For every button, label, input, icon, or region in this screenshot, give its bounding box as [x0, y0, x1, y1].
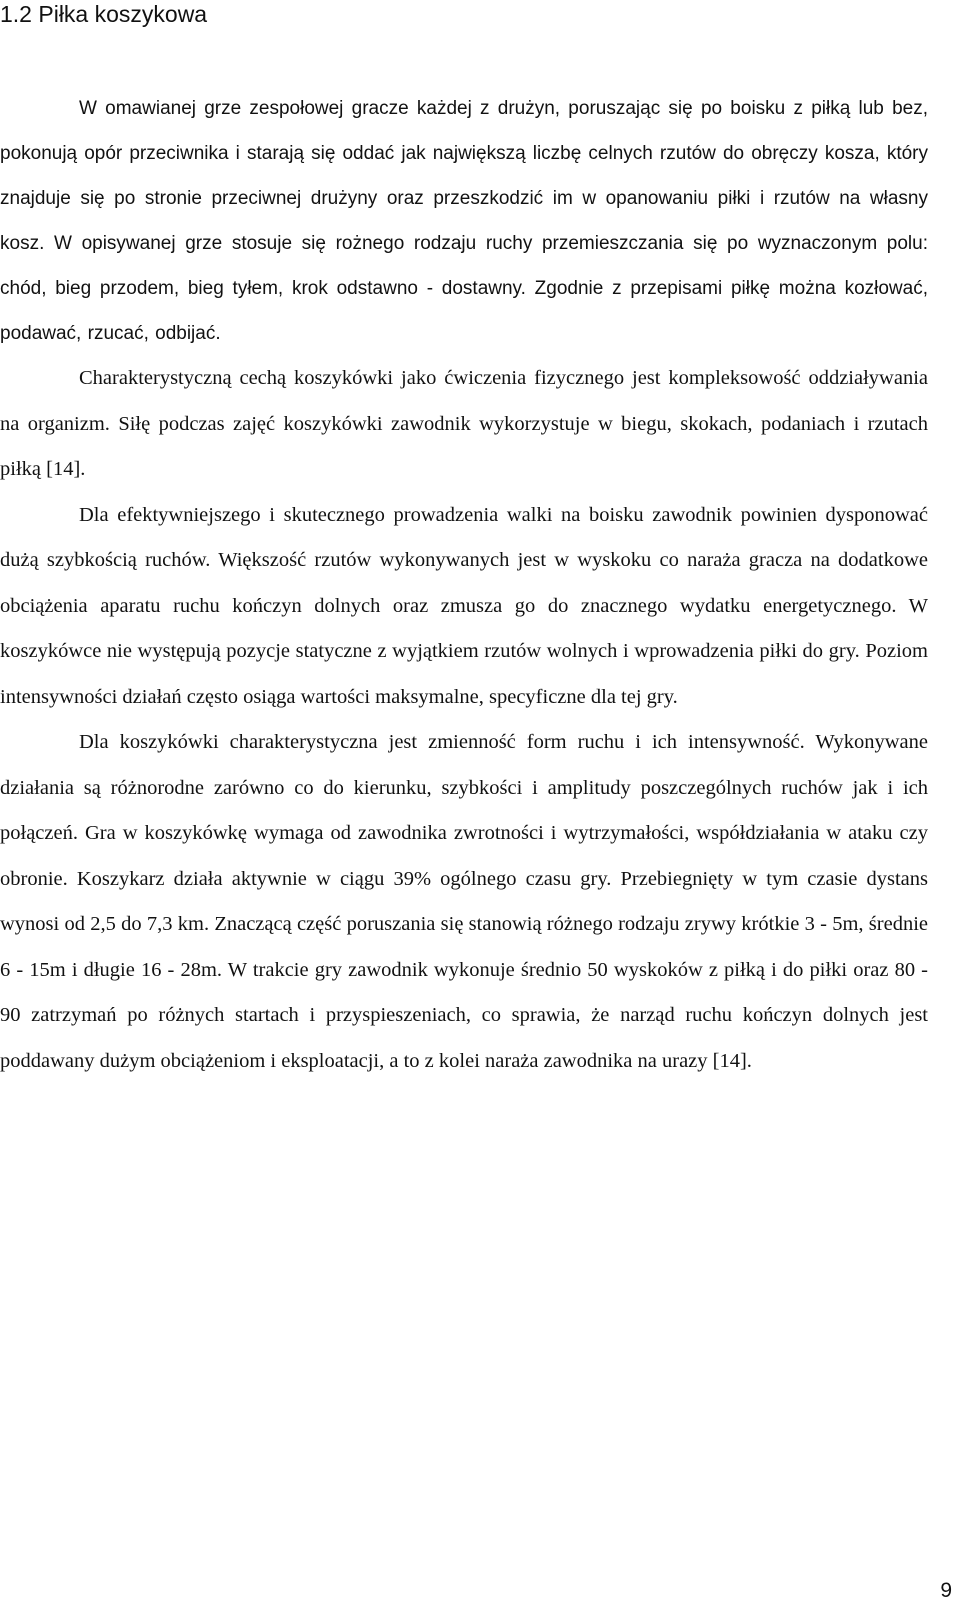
section-heading: 1.2 Piłka koszykowa — [0, 1, 208, 27]
paragraph-speed-requirements: Dla efektywniejszego i skutecznego prowadzenia walki na boisku zawodnik powinien dysponować dużą szybkością ruchów. Większość rzutów wykonywanych jest w wyskoku co naraża gracza na dodatkowe obciążenia aparatu ruchu kończyn dolnych oraz zmusza go do znacznego wydatku energetycznego. W koszykówce nie występują pozycje statyczne z wyjątkiem rzutów wolnych i wprowadzenia piłki do gry. Poziom intensywności działań często osiąga wartości maksymalne, specyficzne dla tej gry. — [0, 503, 928, 708]
paragraph-characteristic-feature: Charakterystyczną cechą koszykówki jako ćwiczenia fizycznego jest kompleksowość oddziaływania na organizm. Siłę podczas zajęć koszykówki zawodnik wykorzystuje w biegu, skokach, podaniach i rzutach piłką [14]. — [0, 367, 928, 480]
paragraph-game-description: W omawianej grze zespołowej gracze każdej z drużyn, poruszając się po boisku z piłką lub bez, pokonują opór przeciwnika i starają się oddać jak największą liczbę celnych rzutów do obręczy kosza, który znajduje się po stronie przeciwnej drużyny oraz przeszkodzić im w opanowaniu piłki i rzutów na własny kosz. W opisywanej grze stosuje się rożnego rodzaju ruchy przemieszczania się po wyznaczonym polu: chód, bieg przodem, bieg tyłem, krok odstawno - dostawny. Zgodnie z przepisami piłkę można kozłować, podawać, rzucać, odbijać. — [0, 98, 928, 344]
body-text — [0, 86, 928, 1084]
paragraph-movement-variability: Dla koszykówki charakterystyczna jest zmienność form ruchu i ich intensywność. Wykonywane działania są różnorodne zarówno co do kierunku, szybkości i amplitudy poszczególnych ruchów jak i ich połączeń. Gra w koszykówkę wymaga od zawodnika zwrotności i wytrzymałości, współdziałania w ataku czy obronie. Koszykarz działa aktywnie w ciągu 39% ogólnego czasu gry. Przebiegnięty w tym czasie dystans wynosi od 2,5 do 7,3 km. Znaczącą część poruszania się stanowią różnego rodzaju zrywy krótkie 3 - 5m, średnie 6 - 15m i długie 16 - 28m. W trakcie gry zawodnik wykonuje średnio 50 wyskoków z piłką i do piłki oraz 80 - 90 zatrzymań po różnych startach i przyspieszeniach, co sprawia, że narząd ruchu kończyn dolnych jest poddawany dużym obciążeniom i eksploatacji, a to z kolei naraża zawodnika na urazy [14]. — [0, 731, 928, 1072]
page-number: 9 — [940, 1579, 952, 1602]
